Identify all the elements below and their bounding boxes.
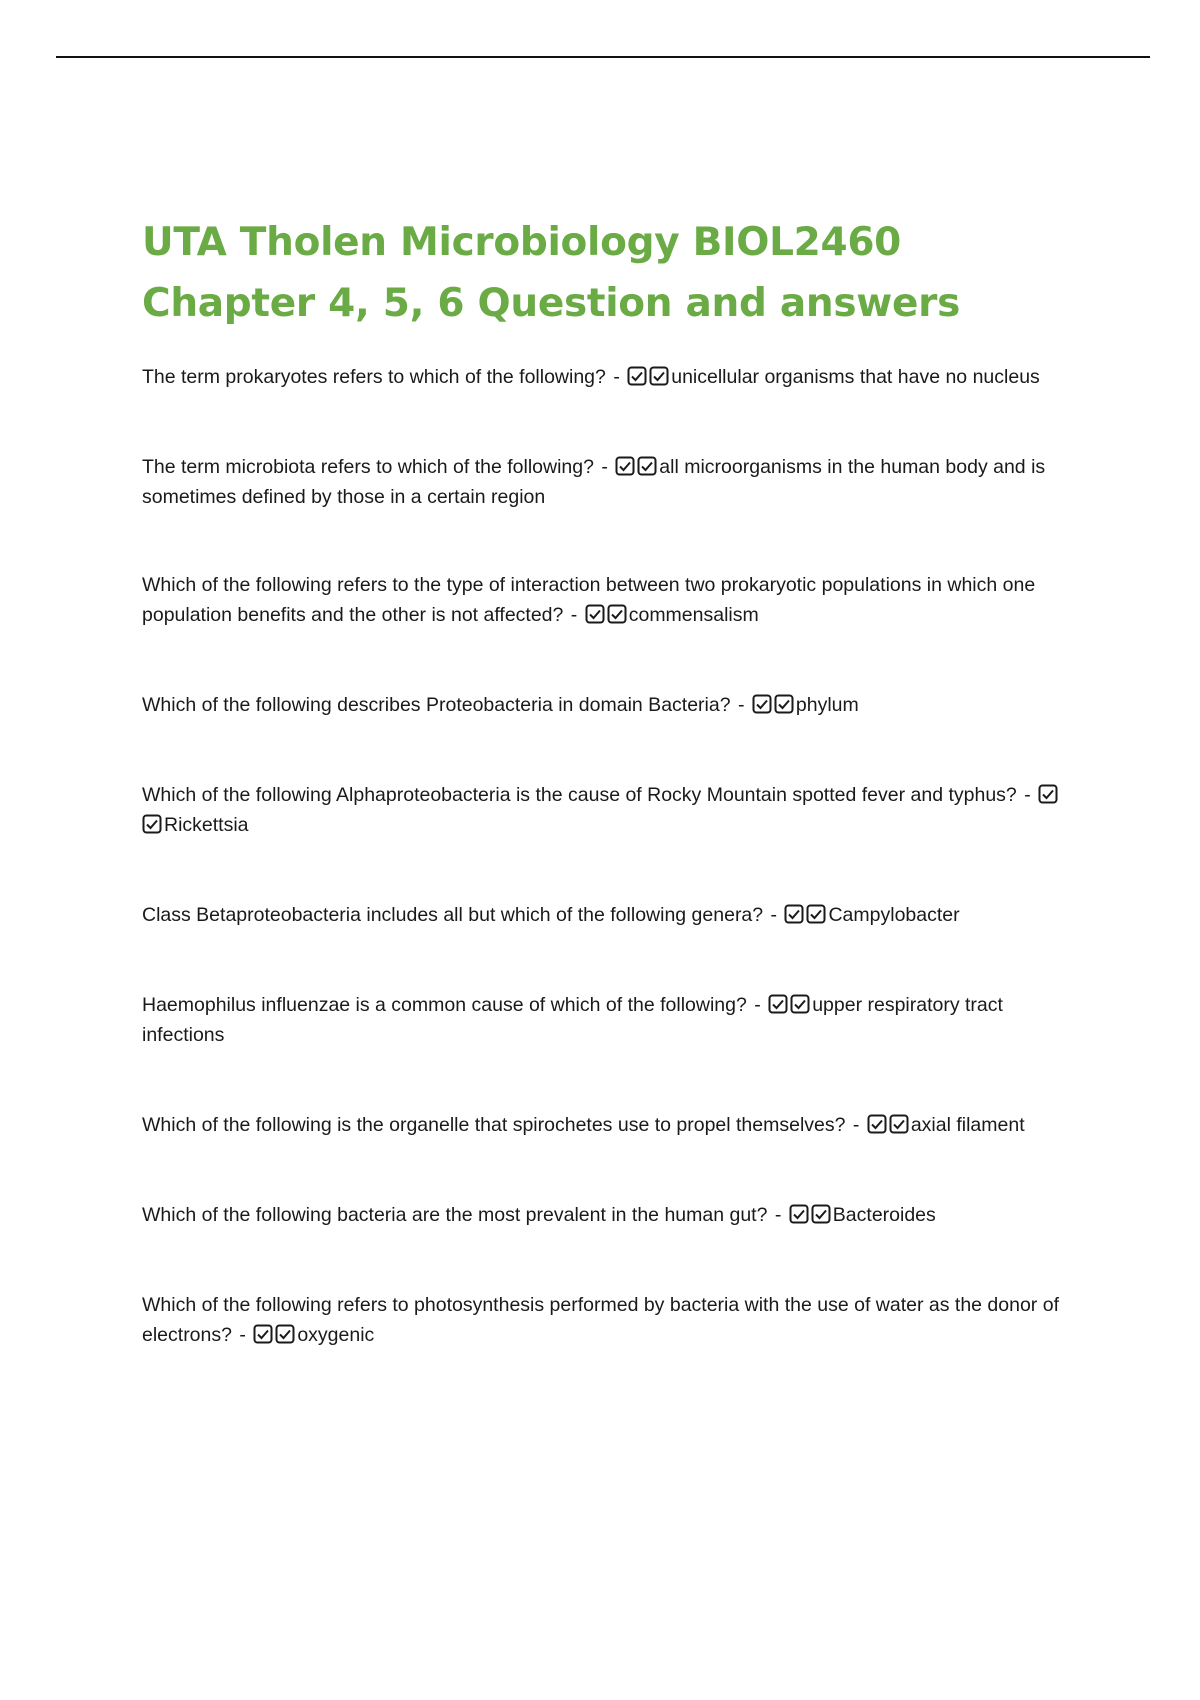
question-text: The term microbiota refers to which of the following? bbox=[142, 456, 594, 478]
qa-item bbox=[142, 990, 1072, 1050]
answer-text: oxygenic bbox=[297, 1324, 375, 1346]
qa-item bbox=[142, 362, 1072, 392]
question-text: Which of the following refers to photosynthesis performed by bacteria with the use of water as the donor of electrons? bbox=[142, 1294, 1059, 1346]
document-title: UTA Tholen Microbiology BIOL2460 Chapter 4, 5, 6 Question and answers bbox=[142, 220, 961, 326]
question-text: Which of the following describes Proteobacteria in domain Bacteria? bbox=[142, 694, 731, 716]
separator: - bbox=[601, 456, 608, 478]
answer-text: all microorganisms in the human body and is sometimes defined by those in a certain region bbox=[142, 456, 1046, 508]
question-text: Which of the following is the organelle that spirochetes use to propel themselves? bbox=[142, 1114, 846, 1136]
checkbox-checked-icon bbox=[789, 1204, 809, 1224]
checkbox-checked-icon bbox=[752, 694, 772, 714]
checkbox-checked-icon bbox=[768, 994, 788, 1014]
checkbox-checked-icon bbox=[774, 694, 794, 714]
separator: - bbox=[239, 1324, 246, 1346]
question-text: The term prokaryotes refers to which of the following? bbox=[142, 366, 606, 388]
checkbox-checked-icon bbox=[649, 366, 669, 386]
separator: - bbox=[774, 1204, 782, 1226]
document-body bbox=[142, 212, 1072, 1350]
checkbox-checked-icon bbox=[806, 904, 826, 924]
qa-list bbox=[142, 362, 1072, 1350]
separator: - bbox=[613, 366, 620, 388]
question-text: Which of the following refers to the type of interaction between two prokaryotic populations in which one population benefits and the other is not affected? bbox=[142, 574, 1036, 626]
qa-item bbox=[142, 690, 1072, 720]
separator: - bbox=[737, 694, 745, 716]
checkbox-checked-icon bbox=[585, 604, 605, 624]
checkbox-checked-icon bbox=[627, 366, 647, 386]
answer-text: phylum bbox=[795, 694, 859, 716]
checkbox-checked-icon bbox=[1038, 784, 1058, 804]
separator: - bbox=[1024, 784, 1031, 806]
answer-text: Campylobacter bbox=[828, 904, 960, 926]
checkbox-checked-icon bbox=[790, 994, 810, 1014]
question-text: Class Betaproteobacteria includes all but which of the following genera? bbox=[142, 904, 764, 926]
answer-text: upper respiratory tract infections bbox=[142, 994, 1003, 1046]
answer-text: Rickettsia bbox=[164, 814, 249, 836]
answer-text: axial filament bbox=[910, 1114, 1025, 1136]
qa-item bbox=[142, 1290, 1072, 1350]
qa-item bbox=[142, 780, 1072, 840]
checkbox-checked-icon bbox=[607, 604, 627, 624]
qa-item bbox=[142, 452, 1072, 512]
checkbox-checked-icon bbox=[275, 1324, 295, 1344]
separator: - bbox=[570, 604, 578, 626]
checkbox-checked-icon bbox=[615, 456, 635, 476]
qa-item bbox=[142, 570, 1072, 630]
separator: - bbox=[852, 1114, 860, 1136]
checkbox-checked-icon bbox=[867, 1114, 887, 1134]
header-rule bbox=[56, 56, 1150, 58]
answer-text: unicellular organisms that have no nucleus bbox=[671, 366, 1040, 388]
question-text: Haemophilus influenzae is a common cause of which of the following? bbox=[142, 994, 747, 1016]
separator: - bbox=[770, 904, 778, 926]
checkbox-checked-icon bbox=[637, 456, 657, 476]
question-text: Which of the following bacteria are the most prevalent in the human gut? bbox=[142, 1204, 768, 1226]
separator: - bbox=[754, 994, 761, 1016]
checkbox-checked-icon bbox=[784, 904, 804, 924]
answer-text: commensalism bbox=[628, 604, 759, 626]
qa-item bbox=[142, 1110, 1072, 1140]
checkbox-checked-icon bbox=[253, 1324, 273, 1344]
checkbox-checked-icon bbox=[889, 1114, 909, 1134]
checkbox-checked-icon bbox=[811, 1204, 831, 1224]
answer-text: Bacteroides bbox=[832, 1204, 936, 1226]
qa-item bbox=[142, 900, 1072, 930]
question-text: Which of the following Alphaproteobacteria is the cause of Rocky Mountain spotted fever and typhus? bbox=[142, 784, 1017, 806]
checkbox-checked-icon bbox=[142, 814, 162, 834]
qa-item bbox=[142, 1200, 1072, 1230]
